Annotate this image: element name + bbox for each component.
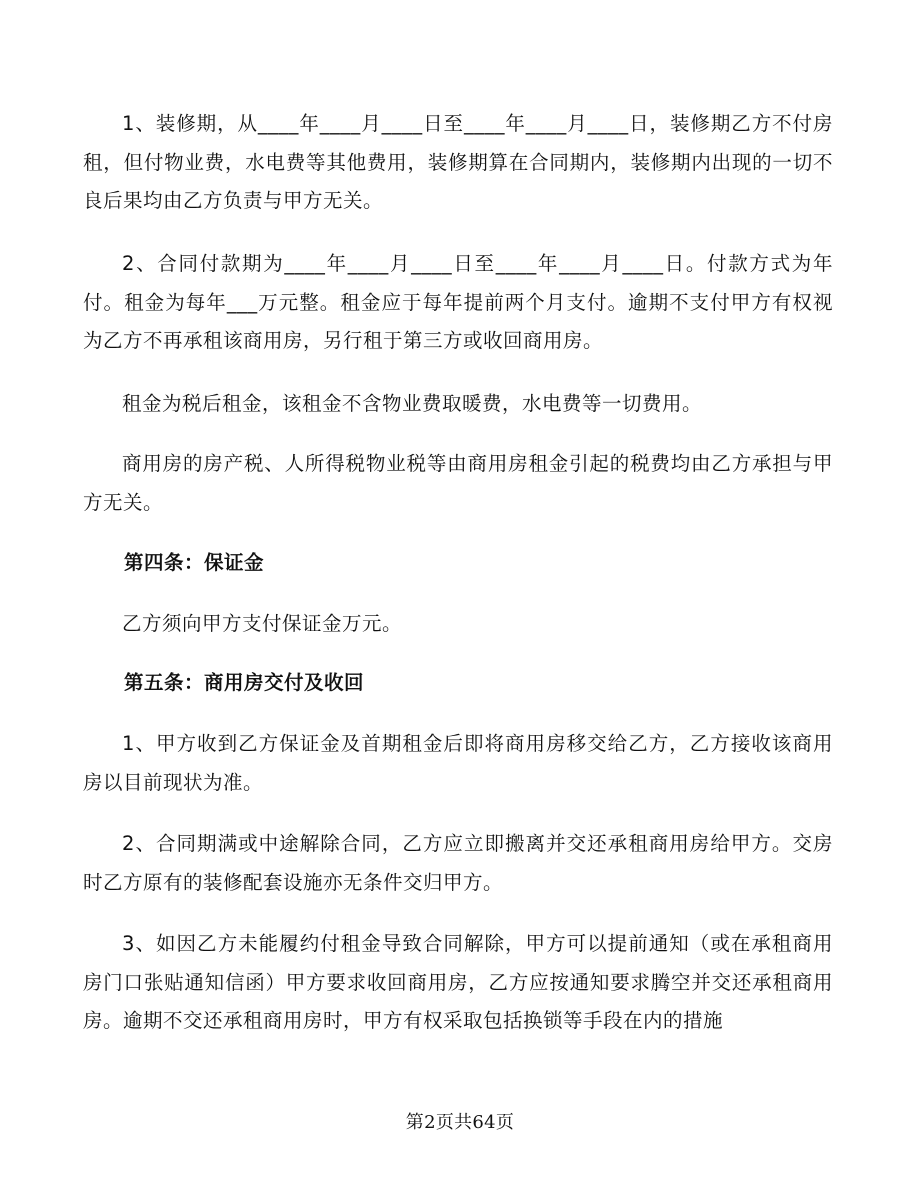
paragraph-handover-2: 2、合同期满或中途解除合同，乙方应立即搬离并交还承租商用房给甲方。交房时乙方原有的装修配套设施亦无条件交归甲方。: [83, 832, 833, 894]
paragraph-handover-3: 3、如因乙方未能履约付租金导致合同解除，甲方可以提前通知（或在承租商用房门口张贴通知信函）甲方要求收回商用房，乙方应按通知要求腾空并交还承租商用房。逾期不交还承租商用房时，甲方有权采取包括换锁等手段在内的措施: [83, 932, 833, 1032]
paragraph-deposit: 乙方须向甲方支付保证金万元。: [122, 612, 403, 635]
page-number-footer: 第2页共64页: [405, 1112, 515, 1133]
section-heading-deposit: 第四条：保证金: [124, 551, 265, 574]
paragraph-decoration-period: 1、装修期，从____年____月____日至____年____月____日，装修期乙方不付房租，但付物业费，水电费等其他费用，装修期算在合同期内，装修期内出现的一切不良后果均由乙方负责与甲方无关。: [83, 112, 833, 212]
section-heading-handover: 第五条：商用房交付及收回: [124, 671, 365, 694]
paragraph-taxes: 商用房的房产税、人所得税物业税等由商用房租金引起的税费均由乙方承担与甲方无关。: [83, 452, 833, 514]
paragraph-handover-1: 1、甲方收到乙方保证金及首期租金后即将商用房移交给乙方，乙方接收该商用房以目前现状为准。: [83, 732, 833, 794]
paragraph-rent-after-tax: 租金为税后租金，该租金不含物业费取暖费，水电费等一切费用。: [122, 392, 703, 415]
paragraph-payment-period: 2、合同付款期为____年____月____日至____年____月____日。付款方式为年付。租金为每年___万元整。租金应于每年提前两个月支付。逾期不支付甲方有权视为乙方不再承租该商用房，另行租于第三方或收回商用房。: [83, 252, 833, 352]
